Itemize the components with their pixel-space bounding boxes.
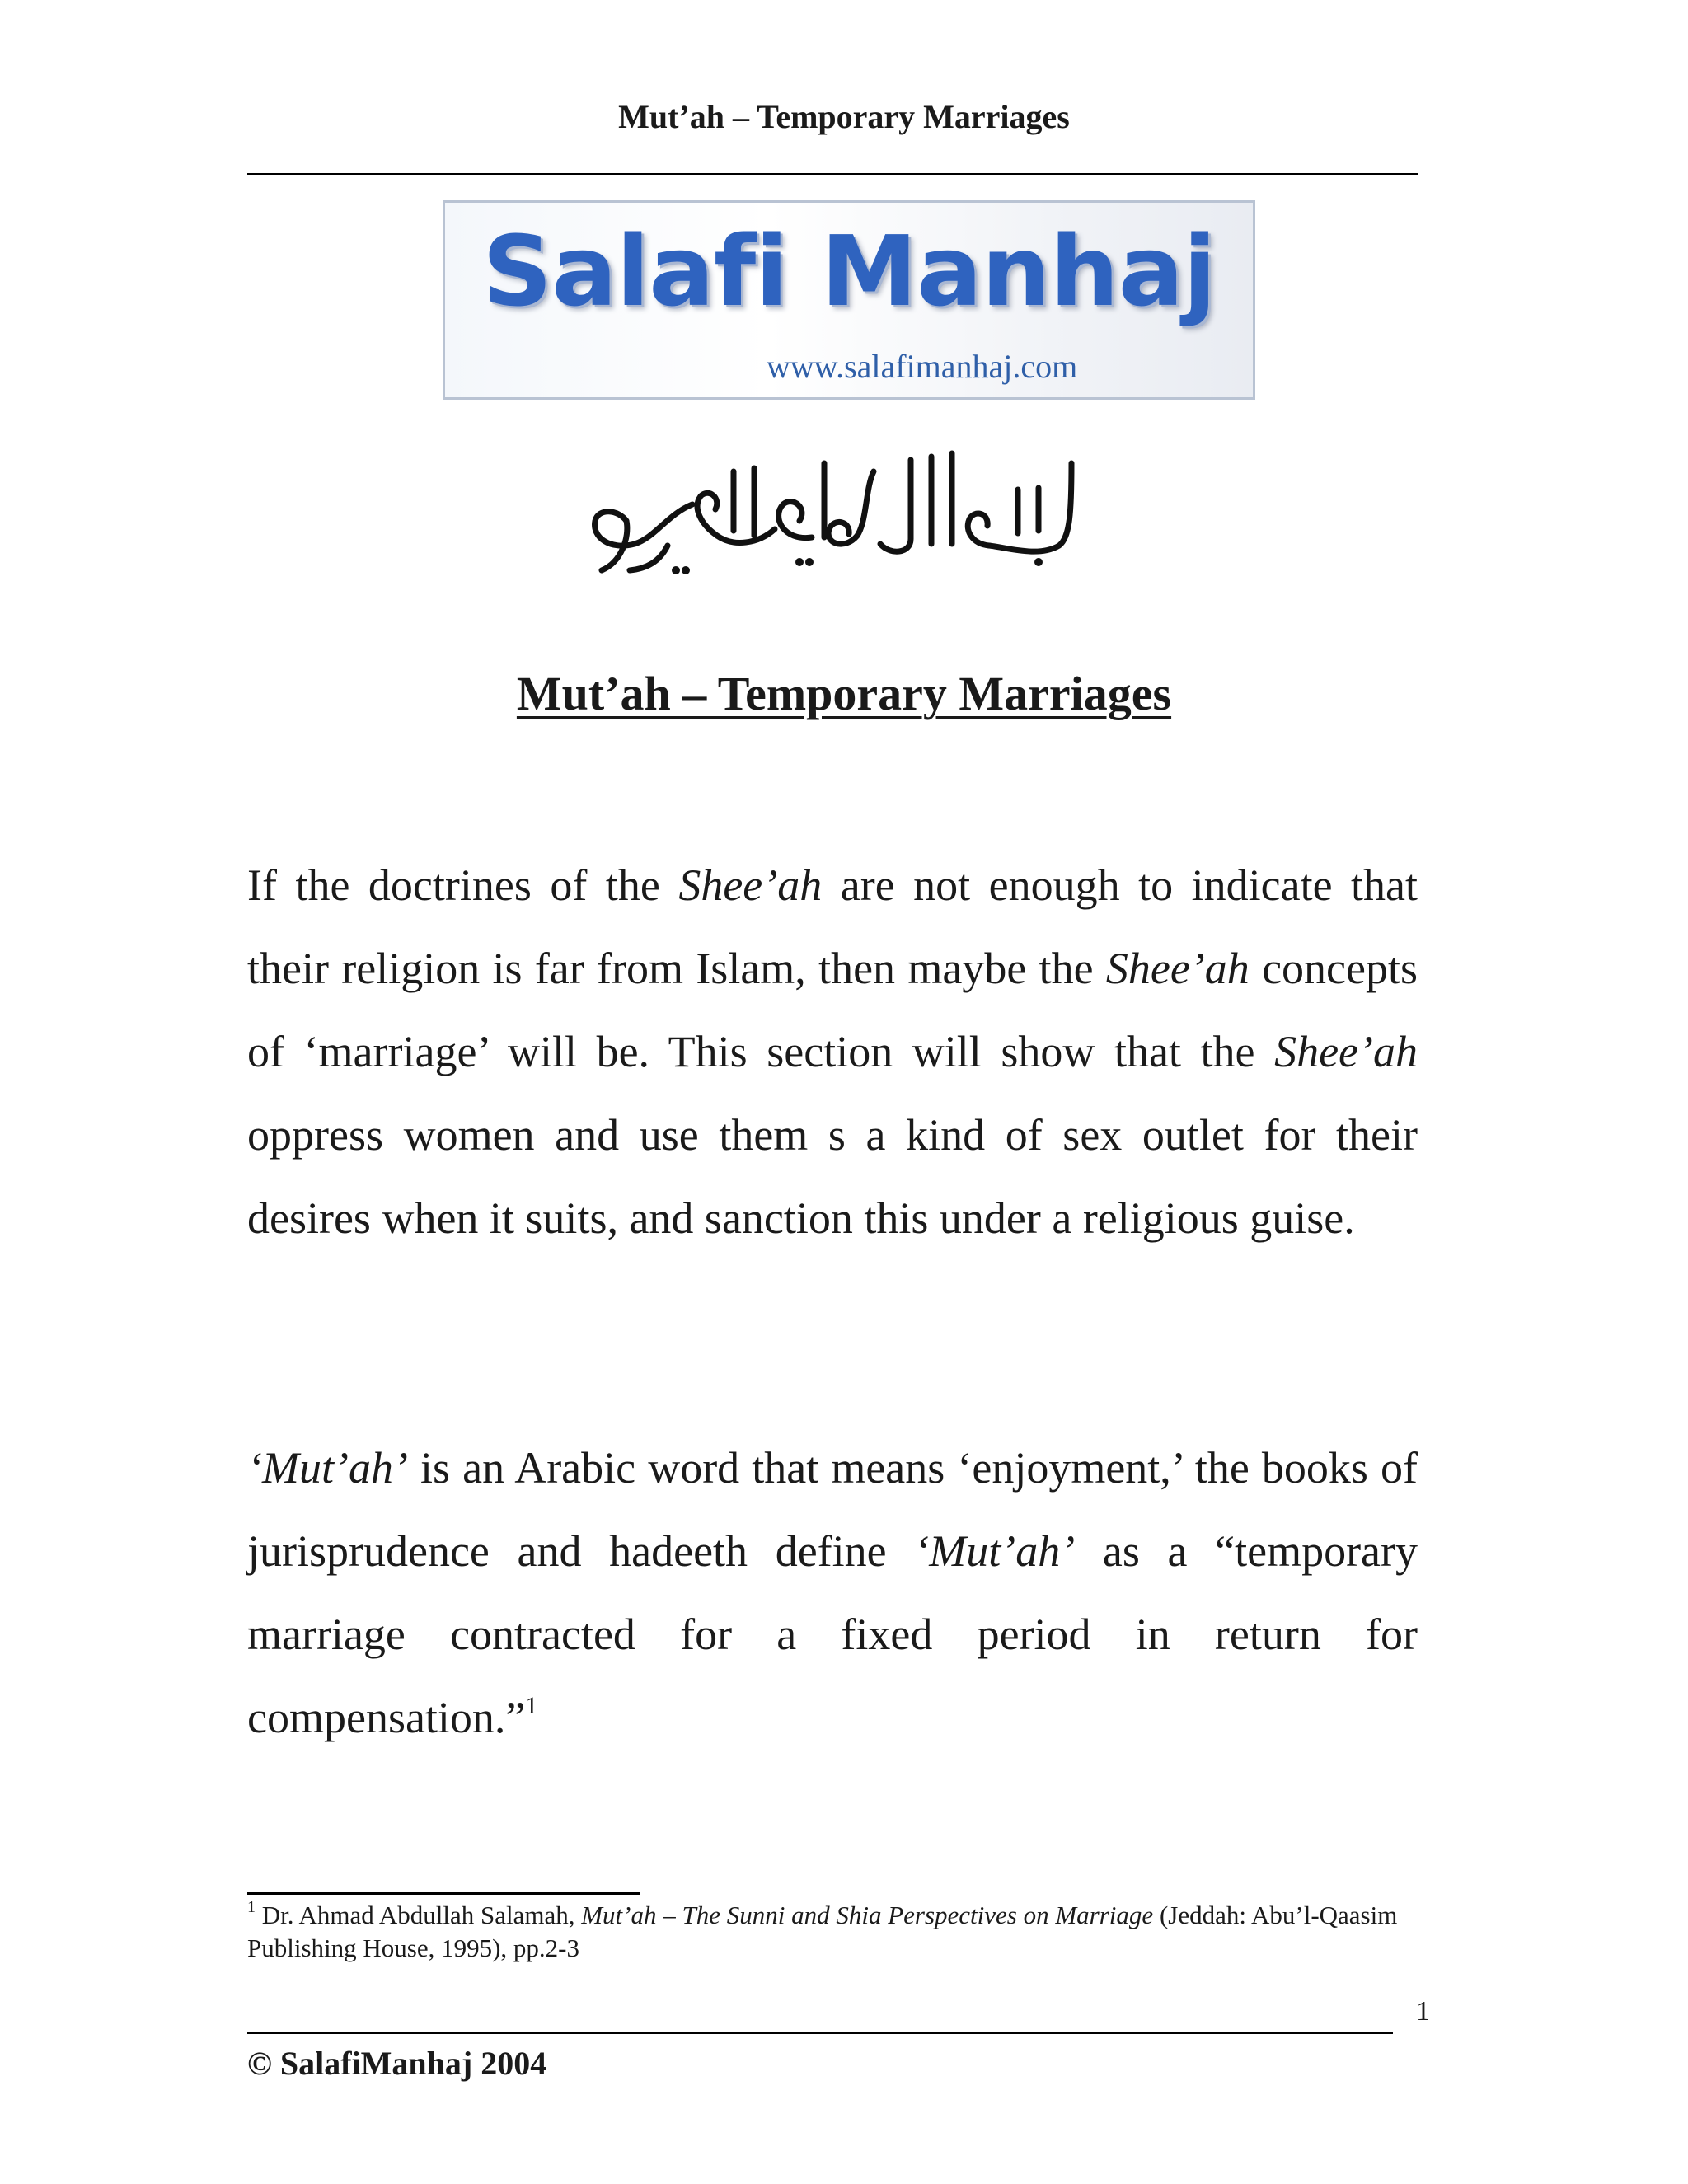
footnote: $^1$ Dr. Ahmad Abdullah Salamah, Mut’ah – The Sunni and Shia Perspectives on Marriage (Jeddah: Abu’l-Qaasim Publishing House, 1995), pp.2-3 [247,1897,1398,1962]
paragraph-introduction: If the doctrines of the Shee’ah are not enough to indicate that their religion is far from Islam, then maybe the Shee’ah concepts of ‘marriage’ will be. This section will show that the Shee’ah oppress women and use them s a kind of sex outlet for their desires when it suits, and sanction this under a religious guise. [247,860,1418,1243]
bismillah-calligraphy-icon [577,438,1088,587]
logo-brand-text: Salafi Manhaj [482,214,1216,328]
footnote-number: 1 [247,1897,256,1916]
header-rule [247,173,1418,175]
page-number: 1 [1416,1996,1430,2027]
running-header-title: Mut’ah – Temporary Marriages [618,98,1070,135]
paragraph-definition: ‘Mut’ah’ is an Arabic word that means ‘enjoyment,’ the books of jurisprudence and hadeeth define ‘Mut’ah’ as a “temporary marriage contracted for a fixed period in return for compensation.”$^1$ [247,1443,1418,1742]
logo-url-text: www.salafimanhaj.com [767,348,1078,385]
footer-copyright: © SalafiManhaj 2004 [247,2045,547,2082]
document-title: Mut’ah – Temporary Marriages [516,667,1172,720]
footnote-rule [247,1892,640,1895]
salafi-manhaj-logo [443,200,1255,400]
footnote-reference: 1 [525,1692,538,1719]
footer-rule [247,2032,1393,2034]
